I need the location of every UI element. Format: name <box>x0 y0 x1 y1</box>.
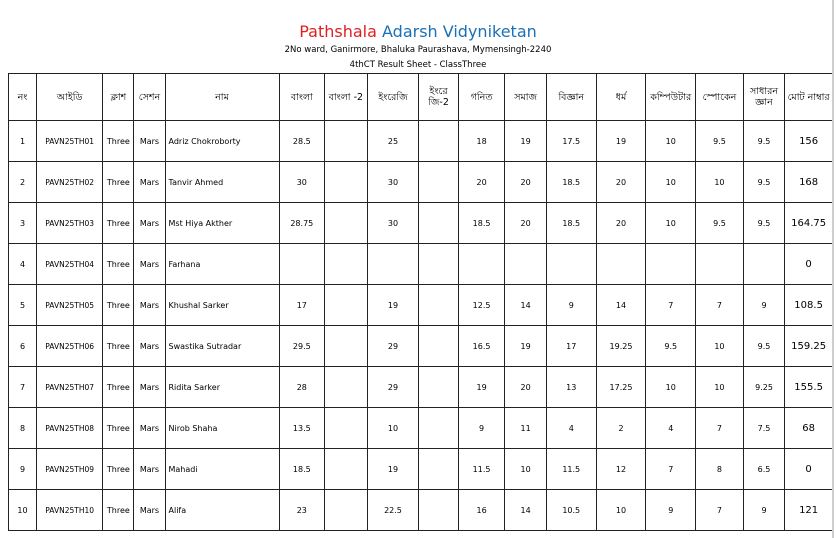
table-cell: 20 <box>458 162 505 203</box>
table-cell: 29 <box>367 367 419 408</box>
table-cell: 10 <box>696 326 744 367</box>
table-cell: PAVN25TH06 <box>36 326 102 367</box>
table-cell: 7.5 <box>743 408 784 449</box>
table-cell: 19 <box>505 121 546 162</box>
table-cell: 4 <box>9 244 37 285</box>
table-row <box>9 449 833 490</box>
table-cell: 164.75 <box>785 203 833 244</box>
table-cell: 159.25 <box>785 326 833 367</box>
table-cell: 19 <box>367 449 419 490</box>
table-cell: 10 <box>646 203 696 244</box>
table-row <box>9 162 833 203</box>
table-row <box>9 326 833 367</box>
school-address: 2No ward, Ganirmore, Bhaluka Paurashava, Mymensingh-2240 <box>284 45 552 55</box>
table-cell: 10 <box>505 449 546 490</box>
column-header: স্পোকেন <box>696 74 744 121</box>
table-cell: 9.5 <box>743 326 784 367</box>
table-cell: 2 <box>9 162 37 203</box>
table-cell: Three <box>103 367 134 408</box>
table-cell: Three <box>103 326 134 367</box>
table-cell: 155.5 <box>785 367 833 408</box>
table-cell: 121 <box>785 490 833 531</box>
table-cell: 10 <box>696 162 744 203</box>
table-cell: 30 <box>367 162 419 203</box>
table-cell: Mars <box>134 408 165 449</box>
table-cell <box>325 326 367 367</box>
table-cell <box>325 244 367 285</box>
table-cell: 10 <box>646 367 696 408</box>
table-cell: 9 <box>646 490 696 531</box>
table-cell: 9 <box>743 490 784 531</box>
table-cell: 28.75 <box>279 203 325 244</box>
table-cell: 10.5 <box>546 490 596 531</box>
table-cell <box>458 244 505 285</box>
table-cell: 20 <box>505 367 546 408</box>
table-cell: 18.5 <box>546 162 596 203</box>
table-cell: Three <box>103 121 134 162</box>
table-cell: 10 <box>367 408 419 449</box>
table-cell: 13.5 <box>279 408 325 449</box>
table-row <box>9 244 833 285</box>
table-cell: 9.5 <box>743 121 784 162</box>
table-cell: Mahadi <box>165 449 279 490</box>
table-cell: 108.5 <box>785 285 833 326</box>
table-cell: 18.5 <box>546 203 596 244</box>
column-header: বাংলা <box>279 74 325 121</box>
table-cell <box>325 203 367 244</box>
table-cell: Mars <box>134 121 165 162</box>
column-header: মোট নাম্বার <box>785 74 833 121</box>
table-cell: 9.25 <box>743 367 784 408</box>
table-cell: 9.5 <box>646 326 696 367</box>
table-cell <box>325 490 367 531</box>
table-cell <box>325 367 367 408</box>
table-cell: 6.5 <box>743 449 784 490</box>
table-cell: 9.5 <box>743 203 784 244</box>
column-header: ক্লাশ <box>103 74 134 121</box>
table-cell: PAVN25TH04 <box>36 244 102 285</box>
table-cell: 11 <box>505 408 546 449</box>
table-cell: 7 <box>9 367 37 408</box>
table-cell: 19 <box>458 367 505 408</box>
column-header: নং <box>9 74 37 121</box>
table-cell: 28.5 <box>279 121 325 162</box>
table-cell: Mars <box>134 326 165 367</box>
table-cell: 16 <box>458 490 505 531</box>
table-cell: Three <box>103 244 134 285</box>
table-cell: PAVN25TH10 <box>36 490 102 531</box>
table-cell: PAVN25TH02 <box>36 162 102 203</box>
table-cell: Three <box>103 203 134 244</box>
table-cell: 14 <box>505 285 546 326</box>
table-cell: 30 <box>367 203 419 244</box>
table-cell <box>696 244 744 285</box>
table-cell <box>325 162 367 203</box>
table-cell: Swastika Sutradar <box>165 326 279 367</box>
table-cell: 25 <box>367 121 419 162</box>
table-cell: PAVN25TH09 <box>36 449 102 490</box>
table-cell: 7 <box>696 490 744 531</box>
column-header: ইংরে জি-2 <box>419 74 458 121</box>
table-cell: 1 <box>9 121 37 162</box>
table-cell: Three <box>103 490 134 531</box>
table-cell: 9.5 <box>696 203 744 244</box>
table-cell: 18 <box>458 121 505 162</box>
table-cell: 19 <box>596 121 646 162</box>
title-school-part2: Adarsh Vidyniketan <box>382 22 537 41</box>
column-header: আইডি <box>36 74 102 121</box>
table-cell: Mars <box>134 285 165 326</box>
table-cell: 20 <box>505 203 546 244</box>
table-cell <box>419 244 458 285</box>
table-cell: 9 <box>458 408 505 449</box>
column-header: সাধারন জ্ঞান <box>743 74 784 121</box>
table-cell <box>419 449 458 490</box>
table-cell: Nirob Shaha <box>165 408 279 449</box>
table-cell: Mars <box>134 367 165 408</box>
table-cell: 9 <box>743 285 784 326</box>
table-row <box>9 490 833 531</box>
table-row <box>9 203 833 244</box>
table-cell: 14 <box>596 285 646 326</box>
table-cell: 9.5 <box>696 121 744 162</box>
table-cell: 17 <box>546 326 596 367</box>
table-cell: 8 <box>696 449 744 490</box>
table-cell: 12 <box>596 449 646 490</box>
table-cell <box>546 244 596 285</box>
column-header: কম্পিউটার <box>646 74 696 121</box>
table-cell: 3 <box>9 203 37 244</box>
table-cell: 17 <box>279 285 325 326</box>
table-cell: 7 <box>646 449 696 490</box>
table-cell: Farhana <box>165 244 279 285</box>
table-cell <box>505 244 546 285</box>
table-cell <box>596 244 646 285</box>
table-cell <box>419 326 458 367</box>
table-cell: 10 <box>646 162 696 203</box>
table-cell <box>419 367 458 408</box>
column-header: সমাজ <box>505 74 546 121</box>
table-cell: 22.5 <box>367 490 419 531</box>
table-cell: Mars <box>134 449 165 490</box>
table-cell: 29.5 <box>279 326 325 367</box>
table-cell: 4 <box>646 408 696 449</box>
table-cell: Ridita Sarker <box>165 367 279 408</box>
table-cell <box>325 449 367 490</box>
table-cell: PAVN25TH03 <box>36 203 102 244</box>
table-cell: 9 <box>546 285 596 326</box>
table-cell: 11.5 <box>546 449 596 490</box>
table-cell: Mst Hiya Akther <box>165 203 279 244</box>
table-header-row <box>9 74 833 121</box>
table-cell <box>419 121 458 162</box>
table-cell: Tanvir Ahmed <box>165 162 279 203</box>
table-cell: 17.5 <box>546 121 596 162</box>
table-cell: 0 <box>785 449 833 490</box>
table-cell <box>325 121 367 162</box>
table-cell: 12.5 <box>458 285 505 326</box>
table-cell <box>419 408 458 449</box>
column-header: ইংরেজি <box>367 74 419 121</box>
column-header: বিজ্ঞান <box>546 74 596 121</box>
table-cell <box>325 408 367 449</box>
table-cell: Mars <box>134 203 165 244</box>
table-cell <box>419 162 458 203</box>
table-cell: 10 <box>646 121 696 162</box>
table-cell: Adriz Chokroborty <box>165 121 279 162</box>
table-cell: PAVN25TH07 <box>36 367 102 408</box>
table-cell: Alifa <box>165 490 279 531</box>
table-cell: Three <box>103 408 134 449</box>
result-table <box>8 73 833 531</box>
column-header: নাম <box>165 74 279 121</box>
table-cell: 14 <box>505 490 546 531</box>
table-cell: 5 <box>9 285 37 326</box>
table-cell <box>646 244 696 285</box>
table-row <box>9 408 833 449</box>
table-cell: Khushal Sarker <box>165 285 279 326</box>
table-cell: 23 <box>279 490 325 531</box>
table-cell: 7 <box>646 285 696 326</box>
table-cell: 156 <box>785 121 833 162</box>
table-cell: 2 <box>596 408 646 449</box>
column-header: ধর্ম <box>596 74 646 121</box>
table-cell: PAVN25TH08 <box>36 408 102 449</box>
table-cell: 7 <box>696 285 744 326</box>
table-cell: 20 <box>596 203 646 244</box>
table-cell: Mars <box>134 162 165 203</box>
table-cell: Mars <box>134 490 165 531</box>
column-header: গনিত <box>458 74 505 121</box>
page-title <box>0 22 836 41</box>
column-header: সেশন <box>134 74 165 121</box>
table-cell: 30 <box>279 162 325 203</box>
table-cell: Three <box>103 449 134 490</box>
table-cell: 68 <box>785 408 833 449</box>
table-cell <box>367 244 419 285</box>
column-header: বাংলা -2 <box>325 74 367 121</box>
table-cell: 168 <box>785 162 833 203</box>
table-cell <box>419 285 458 326</box>
table-cell: PAVN25TH05 <box>36 285 102 326</box>
table-cell: Three <box>103 162 134 203</box>
table-cell: 0 <box>785 244 833 285</box>
table-cell: 19 <box>505 326 546 367</box>
table-cell: 10 <box>596 490 646 531</box>
table-cell: 19 <box>367 285 419 326</box>
page-edge <box>832 0 834 538</box>
table-cell: 9 <box>9 449 37 490</box>
table-cell: 7 <box>696 408 744 449</box>
table-cell <box>325 285 367 326</box>
table-cell: 13 <box>546 367 596 408</box>
table-row <box>9 285 833 326</box>
table-cell: 9.5 <box>743 162 784 203</box>
table-cell: 20 <box>596 162 646 203</box>
table-cell: 10 <box>696 367 744 408</box>
table-cell: 16.5 <box>458 326 505 367</box>
table-cell: 4 <box>546 408 596 449</box>
table-cell: 28 <box>279 367 325 408</box>
table-cell: 10 <box>9 490 37 531</box>
sheet-subtitle: 4thCT Result Sheet - ClassThree <box>349 60 487 70</box>
table-cell: Mars <box>134 244 165 285</box>
table-cell <box>419 490 458 531</box>
title-school-part1: Pathshala <box>299 22 377 41</box>
table-cell: 20 <box>505 162 546 203</box>
table-cell: 19.25 <box>596 326 646 367</box>
table-cell: 18.5 <box>458 203 505 244</box>
table-cell: PAVN25TH01 <box>36 121 102 162</box>
table-row <box>9 367 833 408</box>
table-cell: 8 <box>9 408 37 449</box>
table-cell <box>743 244 784 285</box>
table-cell <box>279 244 325 285</box>
table-cell: 11.5 <box>458 449 505 490</box>
table-row <box>9 121 833 162</box>
table-cell <box>419 203 458 244</box>
table-cell: Three <box>103 285 134 326</box>
table-cell: 18.5 <box>279 449 325 490</box>
table-cell: 17.25 <box>596 367 646 408</box>
table-cell: 29 <box>367 326 419 367</box>
table-cell: 6 <box>9 326 37 367</box>
